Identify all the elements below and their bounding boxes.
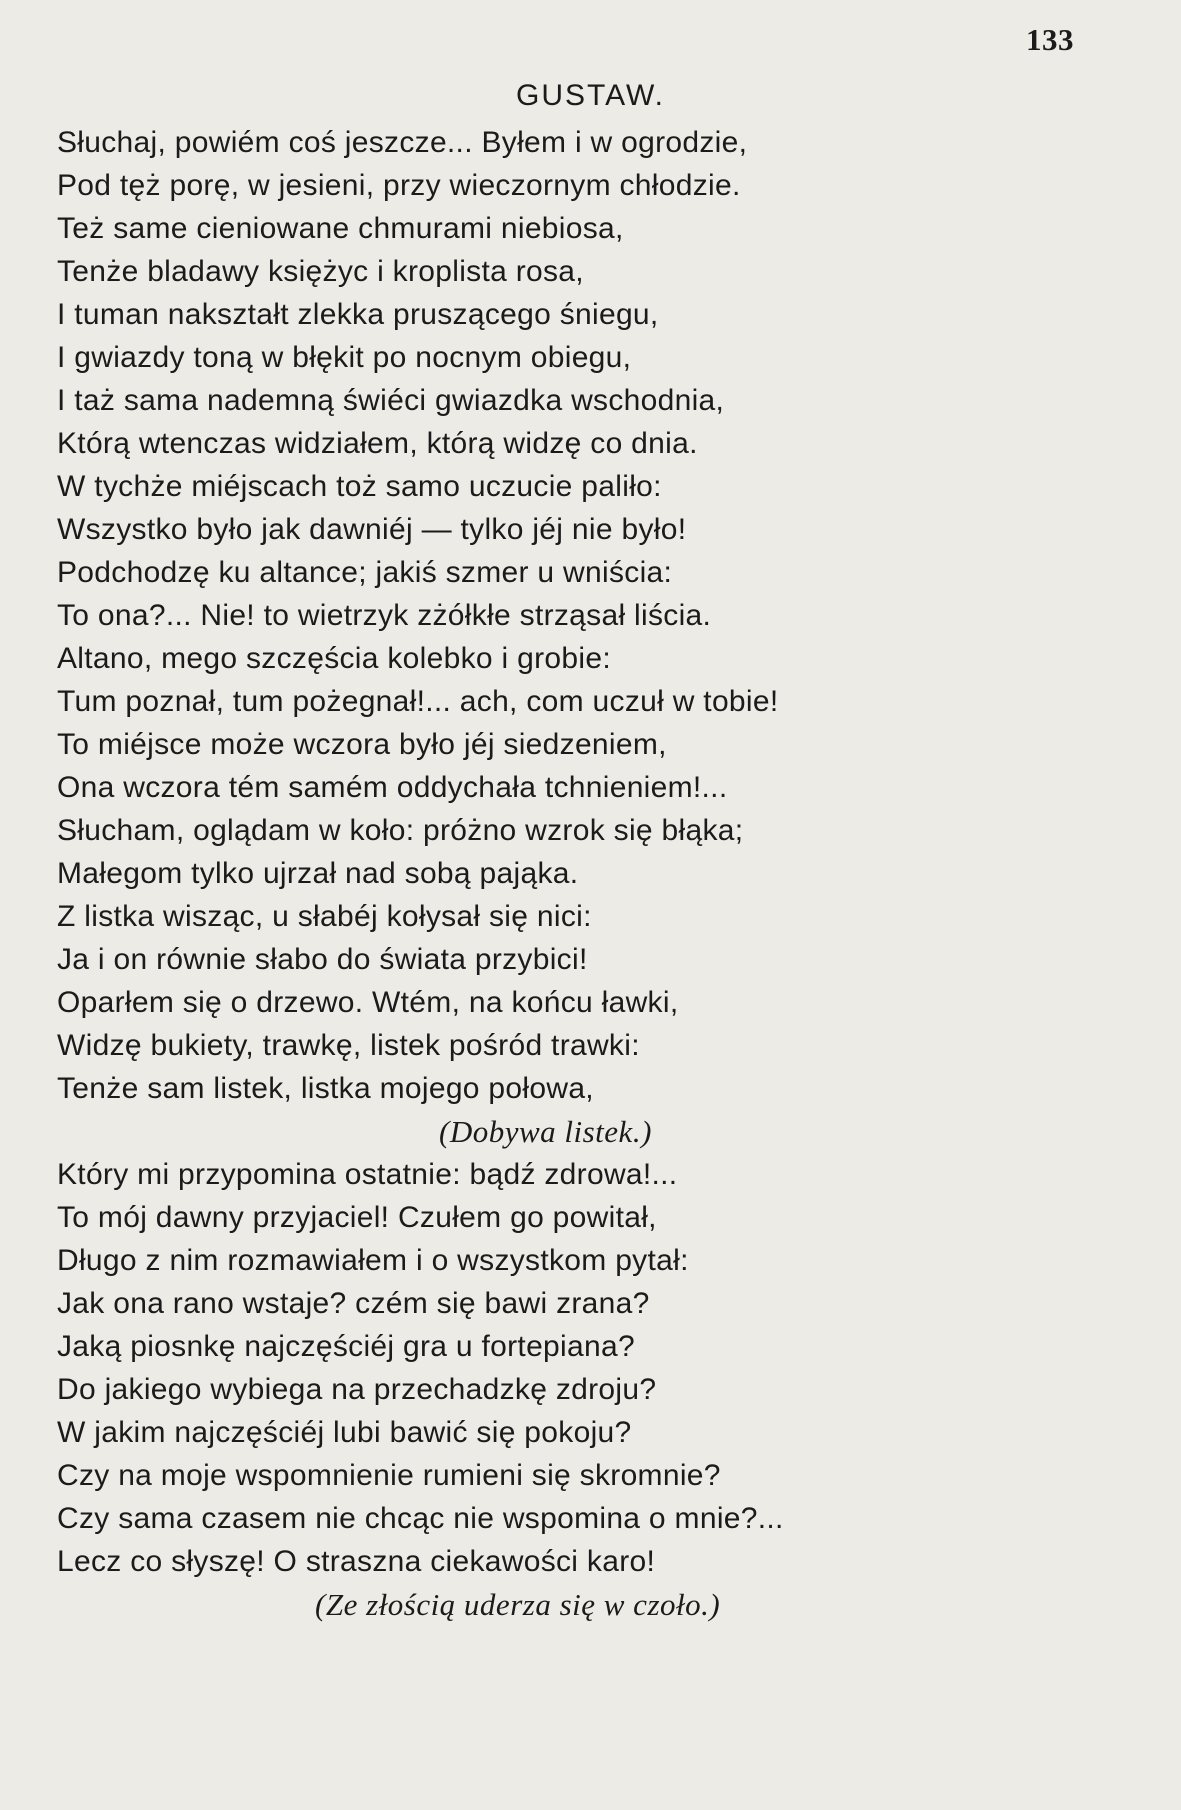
verse-line: Którą wtenczas widziałem, którą widzę co dnia.: [57, 427, 698, 460]
verse-line: Czy na moje wspomnienie rumieni się skromnie?: [57, 1459, 721, 1492]
verse-line: Tenże sam listek, listka mojego połowa,: [57, 1072, 594, 1105]
verse-line: Czy sama czasem nie chcąc nie wspomina o mnie?...: [57, 1502, 784, 1535]
verse-line: To miéjsce może wczora było jéj siedzeniem,: [57, 728, 667, 761]
page-number: 133: [1026, 22, 1074, 57]
verse-line: I tuman nakształt zlekka pruszącego śniegu,: [57, 298, 659, 331]
poem-text: [57, 121, 1137, 1626]
verse-line: I gwiazdy toną w błękit po nocnym obiegu,: [57, 341, 632, 374]
stage-direction: (Dobywa listek.): [439, 1114, 652, 1149]
verse-line: W jakim najczęściéj lubi bawić się pokoju?: [57, 1416, 632, 1449]
verse-line: Do jakiego wybiega na przechadzkę zdroju?: [57, 1373, 657, 1406]
verse-line: Który mi przypomina ostatnie: bądź zdrowa!...: [57, 1158, 678, 1191]
verse-line: Ona wczora tém samém oddychała tchnieniem!...: [57, 771, 728, 804]
verse-line: I taż sama nademną świéci gwiazdka wschodnia,: [57, 384, 725, 417]
verse-line: Wszystko było jak dawniéj — tylko jéj nie było!: [57, 513, 687, 546]
verse-line: W tychże miéjscach toż samo uczucie paliło:: [57, 470, 662, 503]
verse-line: Długo z nim rozmawiałem i o wszystkom pytał:: [57, 1244, 689, 1277]
stage-direction: (Ze złością uderza się w czoło.): [315, 1587, 721, 1622]
verse-line: Pod tęż porę, w jesieni, przy wieczornym chłodzie.: [57, 169, 741, 202]
verse-line: Słuchaj, powiém coś jeszcze... Byłem i w ogrodzie,: [57, 126, 748, 159]
verse-line: Ja i on równie słabo do świata przybici!: [57, 943, 588, 976]
verse-line: To mój dawny przyjaciel! Czułem go powitał,: [57, 1201, 657, 1234]
verse-line: Widzę bukiety, trawkę, listek pośród trawki:: [57, 1029, 640, 1062]
verse-line: Słucham, oglądam w koło: próżno wzrok się błąka;: [57, 814, 744, 847]
verse-line: Tenże bladawy księżyc i kroplista rosa,: [57, 255, 584, 288]
verse-line: Z listka wisząc, u słabéj kołysał się nici:: [57, 900, 592, 933]
verse-line: Oparłem się o drzewo. Wtém, na końcu ławki,: [57, 986, 679, 1019]
verse-line: Też same cieniowane chmurami niebiosa,: [57, 212, 624, 245]
verse-line: Jak ona rano wstaje? czém się bawi zrana?: [57, 1287, 650, 1320]
verse-line: Tum poznał, tum pożegnał!... ach, com uczuł w tobie!: [57, 685, 779, 718]
verse-line: Podchodzę ku altance; jakiś szmer u wniścia:: [57, 556, 673, 589]
verse-line: Małegom tylko ujrzał nad sobą pająka.: [57, 857, 579, 890]
verse-line: Jaką piosnkę najczęściéj gra u fortepiana?: [57, 1330, 635, 1363]
verse-line: To ona?... Nie! to wietrzyk zżółkłe strząsał liścia.: [57, 599, 712, 632]
speaker-name: GUSTAW.: [516, 79, 665, 112]
verse-line: Altano, mego szczęścia kolebko i grobie:: [57, 642, 611, 675]
verse-line: Lecz co słyszę! O straszna ciekawości karo!: [57, 1545, 656, 1578]
